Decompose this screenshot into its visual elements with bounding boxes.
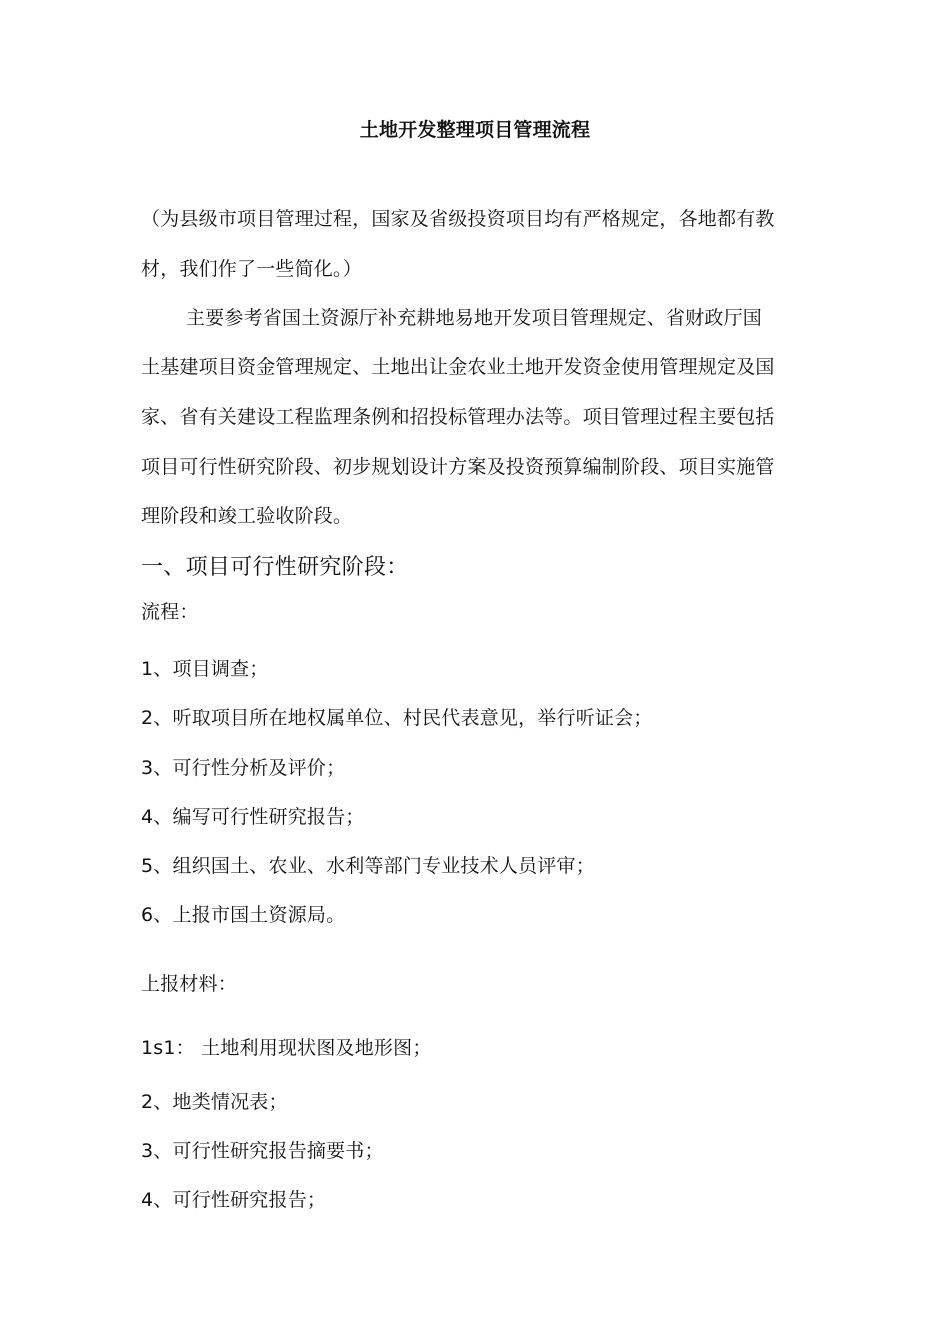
materials-label: 上报材料： (141, 973, 238, 995)
intro-line-4: 项目可行性研究阶段、初步规划设计方案及投资预算编制阶段、项目实施管 (141, 456, 775, 478)
material-item: 1s1： 土地利用现状图及地形图； (141, 1037, 432, 1059)
intro-line-5: 理阶段和竣工验收阶段。 (141, 505, 353, 527)
note-line-1: （为县级市项目管理过程，国家及省级投资项目均有严格规定，各地都有教 (141, 208, 775, 230)
process-step: 3、可行性分析及评价； (141, 757, 346, 779)
process-step: 1、项目调查； (141, 658, 269, 680)
intro-line-2: 土基建项目资金管理规定、土地出让金农业土地开发资金使用管理规定及国 (141, 356, 775, 378)
intro-line-3: 家、省有关建设工程监理条例和招投标管理办法等。项目管理过程主要包括 (141, 406, 775, 428)
section-heading: 一、项目可行性研究阶段： (141, 555, 409, 580)
process-label: 流程： (141, 601, 199, 623)
note-line-2: 材，我们作了一些简化。） (141, 258, 362, 280)
intro-line-1: 主要参考省国土资源厅补充耕地易地开发项目管理规定、省财政厅国 (186, 307, 763, 329)
process-step: 5、组织国土、农业、水利等部门专业技术人员评审； (141, 855, 595, 877)
process-step: 6、上报市国土资源局。 (141, 904, 346, 926)
material-item: 3、可行性研究报告摘要书； (141, 1140, 384, 1162)
process-step: 4、编写可行性研究报告； (141, 806, 365, 828)
material-item: 2、地类情况表； (141, 1091, 288, 1113)
material-item: 4、可行性研究报告； (141, 1189, 327, 1211)
document-title: 土地开发整理项目管理流程 (359, 119, 591, 141)
process-step: 2、听取项目所在地权属单位、村民代表意见，举行听证会； (141, 707, 653, 729)
